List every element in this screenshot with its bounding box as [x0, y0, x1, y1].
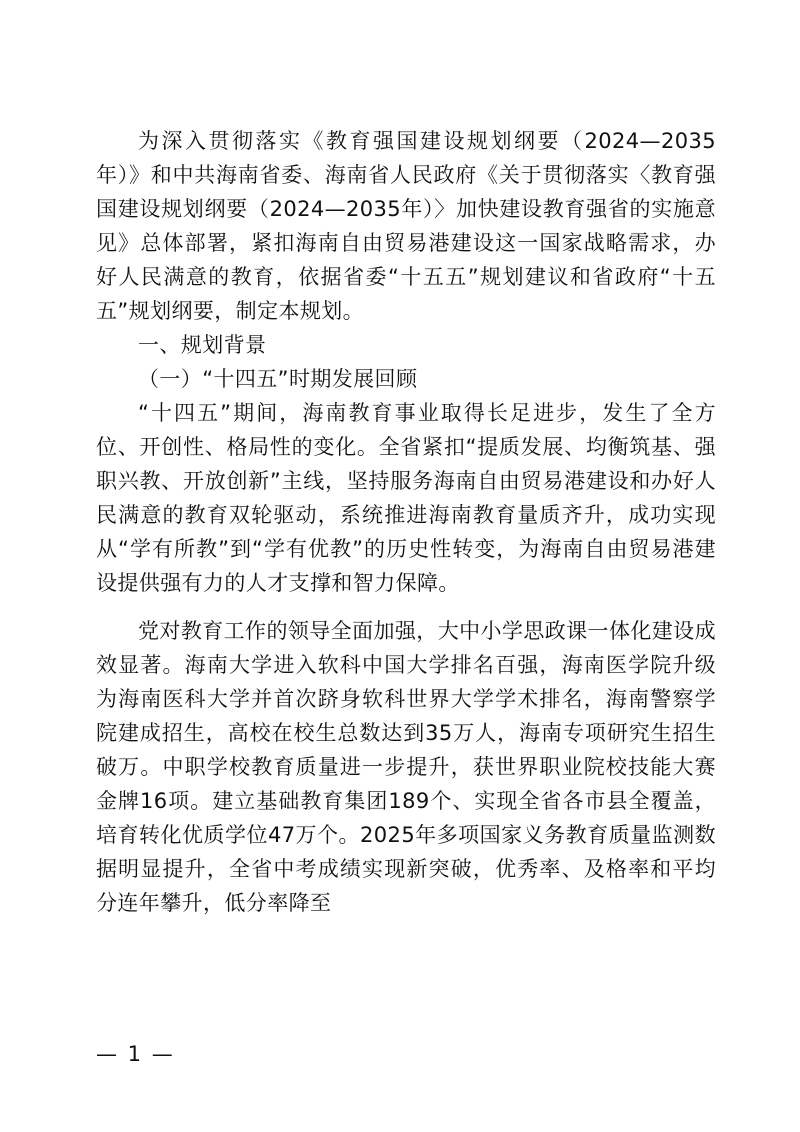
document-body: [96, 124, 716, 920]
intro-paragraph: 为深入贯彻落实《教育强国建设规划纲要（2024—2035年）》和中共海南省委、海南省人民政府《关于贯彻落实〈教育强国建设规划纲要（2024—2035年）〉加快建设教育强省的实施意见》总体部署，紧扣海南自由贸易港建设这一国家战略需求，办好人民满意的教育，依据省委“十五五”规划建议和省政府“十五五”规划纲要，制定本规划。: [96, 129, 716, 323]
body-paragraph-2: 党对教育工作的领导全面加强，大中小学思政课一体化建设成效显著。海南大学进入软科中国大学排名百强，海南医学院升级为海南医科大学并首次跻身软科世界大学学术排名，海南警察学院建成招生，高校在校生总数达到35万人，海南专项研究生招生破万。中职学校教育质量进一步提升，获世界职业院校技能大赛金牌16项。建立基础教育集团189个、实现全省各市县全覆盖，培育转化优质学位47万个。2025年多项国家义务教育质量监测数据明显提升，全省中考成绩实现新突破，优秀率、及格率和平均分连年攀升，低分率降至: [96, 619, 716, 915]
section-heading: 一、规划背景: [138, 333, 267, 357]
body-paragraph-1: “十四五”期间，海南教育事业取得长足进步，发生了全方位、开创性、格局性的变化。全省紧扣“提质发展、均衡筑基、强职兴教、开放创新”主线，坚持服务海南自由贸易港建设和办好人民满意的教育双轮驱动，系统推进海南教育量质齐升，成功实现从“学有所教”到“学有优教”的历史性转变，为海南自由贸易港建设提供强有力的人才支撑和智力保障。: [96, 401, 716, 595]
subsection-heading: （一）“十四五”时期发展回顾: [138, 367, 418, 391]
page-number: — 1 —: [96, 1042, 175, 1066]
